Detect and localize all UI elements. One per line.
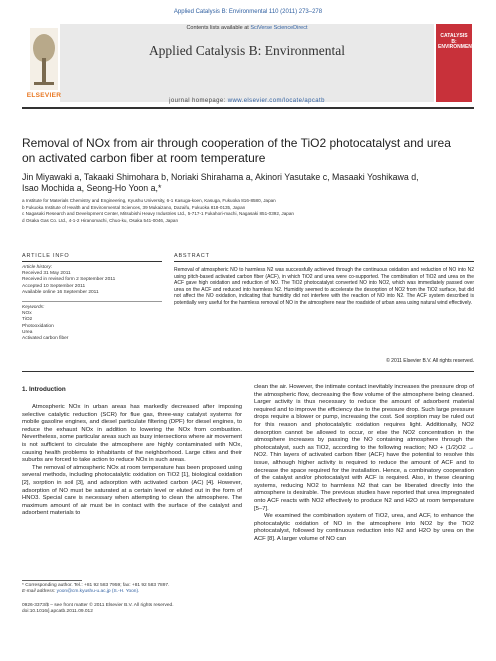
copyright-notice: © 2011 Elsevier B.V. All rights reserved. <box>386 358 474 364</box>
email-label: E-mail address: <box>22 589 56 595</box>
keyword: TiO2 <box>22 317 33 323</box>
keywords-rule <box>22 301 162 302</box>
keywords-label: Keywords: <box>22 305 45 310</box>
affiliation: d Osaka Gas Co. Ltd., 4-1-2 Hiranomachi, Chuo-ku, Osaka 541-0046, Japan <box>22 217 179 223</box>
title-line: Removal of NOx from air through cooperation of the TiO2 photocatalyst and urea <box>22 136 451 150</box>
title-line: on activated carbon fiber at room temperature <box>22 151 266 165</box>
abstract-text: Removal of atmospheric NO to harmless N2 was successfully achieved through the continuous oxidation and reduction of NO into N2 using pitch-based activated carbon fiber (ACF), in which TiO2 and urea were co-supported. The combination of TiO2 and urea on the ACF gave high oxidation and reduction of NO. The TiO2 photocatalyst converted NO into NO2, which was immediately passed over urea on the ACF and reduced into harmless N2. Humidity seemed to accelerate the desorption of NO2 from the TiO2 surface, but did not affect the NO oxidation, indicating that humidity did not interfere with the reaction of NO into N2. The ACF system described is potentially very useful for the harmless removal of NO in the atmosphere near the roadside of urban area using natural wind effectively. <box>174 267 474 306</box>
keyword-list <box>22 305 162 342</box>
abstract-heading: ABSTRACT <box>174 253 210 259</box>
keyword: Activated carbon fiber <box>22 336 69 342</box>
email-link[interactable]: yoon@cm.kyushu-u.ac.jp (S.-H. Yoon). <box>56 589 140 595</box>
body-rule <box>22 371 474 372</box>
corresponding-footnote <box>22 583 242 595</box>
paragraph: We examined the combination system of TiO2, urea, and ACF, to enhance the photocatalytic oxidation of NO in the atmosphere into NO2 by the TiO2 photocatalyst, followed by continuous reduction into N2 and H2O by urea on the ACF [8]. A larger volume of NO can <box>254 513 474 542</box>
journal-title: Applied Catalysis B: Environmental <box>148 43 346 58</box>
doi-link[interactable]: doi:10.1016/j.apcatb.2011.09.012 <box>22 609 93 615</box>
homepage-prefix: journal homepage: <box>169 98 226 104</box>
journal-header-band <box>60 24 434 102</box>
section-heading: 1. Introduction <box>22 386 66 393</box>
history-item: Received in revised form 2 September 2011 <box>22 277 116 283</box>
abstract-rule <box>174 261 474 262</box>
author-line: Jin Miyawaki a, Takaaki Shimohara b, Noriaki Shirahama a, Akinori Yasutake c, Masaaki Yoshikawa d, <box>22 172 419 182</box>
author-line: Isao Mochida a, Seong-Ho Yoon a,* <box>22 183 162 193</box>
history-item: Accepted 10 September 2011 <box>22 283 86 289</box>
publisher-name: ELSEVIER <box>26 92 62 99</box>
paragraph: clean the air. However, the intimate contact inevitably increases the pressure drop of the atmospheric flow, decreasing the flow volume of the atmosphere being cleaned. Larger activity is thus necessary to reduce the amount of adsorbent material required and to improve the efficiency due to the pressure drop. Such large pressure drops require a blower or pump, increasing the cost. Soil sorption may be ruled out for this reason and photocatalytic oxidation requires light. Additionally, NO2 desorption cannot be allowed to occur, or else the NO2 concentration in the atmosphere increases by passing the NO containing atmosphere through the photocatalyst, such as TiO2, according to the following reaction; NO + (1/2)O2 → NO2. Thin layers of activated carbon fiber (ACF) have the potential to resolve this issue, although higher activity is required to reduce the amount of ACF and to decrease the space required for the installation. Hence, a combinatory cooperation of the catalyst and/or photocatalyst with ACF is required. Also, in these cleaning systems, reducing NO2 to harmless N2 that can be liberated directly into the atmosphere is desirable. The previous studies have reported that urea impregnated onto ACF reacts with NO2 effectively to produce N2 and H2O at room temperature [5–7]. <box>254 384 474 512</box>
history-item: Received 31 May 2011 <box>22 271 71 277</box>
affiliation: a Institute for Materials Chemistry and Engineering, Kyushu University, 6-1 Kasuga-koen, Kasuga, Fukuoka 816-8580, Japan <box>22 198 276 203</box>
email-line <box>22 589 242 595</box>
right-column <box>254 384 474 543</box>
left-column <box>22 404 242 518</box>
footnote-rule <box>22 580 82 581</box>
sciencedirect-link[interactable]: SciVerse ScienceDirect <box>250 25 308 31</box>
keyword: NOx <box>22 311 32 317</box>
paper-title <box>22 136 474 166</box>
paragraph: Atmospheric NOx in urban areas has markedly decreased after imposing selective catalytic reduction (SCR) for flue gas, three-way catalyst systems for mobile gasoline engines, and diesel particulate filtering (DPF) for diesel engines, to reduce the exhaust NOx in addition to lowering the NOx from combustion. Nevertheless, some particular areas such as busy intersections where air movement is not sufficient to circulate the atmosphere are highly contaminated with NOx, causing health problems to inhabitants of the neighborhood. Large cities and their suburbs are forced to take action to reduce NOx in such areas. <box>22 404 243 464</box>
header-rule <box>22 107 474 109</box>
affiliation-list <box>22 198 474 224</box>
contents-line <box>60 25 434 31</box>
affiliation: b Fukuoka Institute of Health and Environmental Sciences, 39 Mukaizano, Dazaifu, Fukuoka 818-0135, Japan <box>22 204 246 210</box>
contents-prefix: Contents lists available at <box>186 25 249 31</box>
homepage-link[interactable]: www.elsevier.com/locate/apcatb <box>227 98 325 104</box>
journal-homepage <box>60 98 434 104</box>
front-matter <box>22 603 242 615</box>
paragraph: The removal of atmospheric NOx at room temperature has been proposed using several methods, including photocatalytic oxidation on TiO2 [1], biological oxidation [2], sorption in soil [3], and adsorption with activated carbon (AC) [4]. However, adsorption of NO must be saturated at a certain level or eluted out in the form of HNO3. Special care is necessary when attempting to clean the atmosphere. The maximum amount of air must be in contact with the surface of the catalyst and adsorbent materials to <box>22 464 242 517</box>
article-info-rule <box>22 261 162 262</box>
journal-reference[interactable]: Applied Catalysis B: Environmental 110 (2011) 273–278 <box>173 9 323 15</box>
elsevier-tree-logo <box>30 28 58 90</box>
journal-cover-title: CATALYSIS B: ENVIRONMENTAL <box>438 33 482 50</box>
keyword: Urea <box>22 329 33 335</box>
article-history <box>22 265 162 296</box>
issn-line: 0926-3373/$ – see front matter © 2011 Elsevier B.V. All rights reserved. <box>22 603 174 608</box>
history-label: Article history: <box>22 265 53 270</box>
author-list <box>22 172 474 194</box>
corresponding-author: * Corresponding author. Tel.: +81 92 583 7959; fax: +81 92 583 7897. <box>22 583 170 588</box>
affiliation: c Nagasaki Research and Development Center, Mitsubishi Heavy Industries Ltd., 5-717-1 Fukahori-machi, Nagasaki 851-0392, Japan <box>22 211 294 216</box>
article-info-heading: ARTICLE INFO <box>22 253 70 259</box>
keyword: Photooxidation <box>22 323 54 329</box>
history-item: Available online 16 September 2011 <box>22 289 99 295</box>
